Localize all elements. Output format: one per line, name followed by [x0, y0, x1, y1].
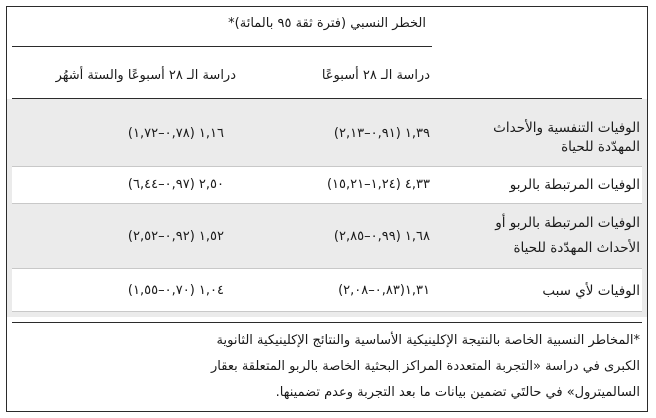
row-label-asthma-deaths: الوفيات المرتبطة بالربو [509, 177, 640, 193]
row-label-respiratory-deaths-line2: المهدّدة للحياة [561, 139, 640, 155]
row2-col1-value: ٤,٣٣ (١,٢٤–١٥,٢١) [326, 177, 430, 192]
row-label-respiratory-deaths: الوفيات التنفسية والأحداث [493, 120, 640, 136]
row3-col1-value: ١,٦٨ (٠,٩٩–٢,٨٥) [333, 229, 430, 244]
column-header-28-weeks: دراسة الـ ٢٨ أسبوعًا [321, 68, 430, 83]
footnote-line-1: *المخاطر النسبية الخاصة بالنتيجة الإكلينيكية الأساسية والنتائج الإكلينيكية الثانوية [216, 333, 640, 348]
row-label-asthma-or-life-threatening: الوفيات المرتبطة بالربو أو [495, 215, 640, 231]
row1-col2-value: ١,١٦ (٠,٧٨–١,٧٢) [127, 126, 224, 141]
footnote-divider [12, 322, 642, 323]
row-label-all-cause-deaths: الوفيات لأي سبب [542, 283, 640, 299]
row-label-asthma-or-life-threatening-line2: الأحداث المهدّدة للحياة [513, 240, 640, 256]
row1-col1-value: ١,٣٩ (٠,٩١–٢,١٣) [333, 126, 430, 141]
footnote-line-2: الكبرى في دراسة «التجربة المتعددة المراكز البحثية الخاصة بالربو المتعلقة بعقار [211, 359, 640, 374]
row3-col2-value: ١,٥٢ (٠,٩٢–٢,٥٢) [127, 229, 224, 244]
row2-col2-value: ٢,٥٠ (٠,٩٧–٦,٤٤) [127, 177, 224, 192]
column-header-28-weeks-and-6-months: دراسة الـ ٢٨ أسبوعًا والستة أشهُر [55, 68, 236, 83]
row4-col1-value: ١,٣١(٠,٨٣–٢,٠٨) [338, 283, 430, 298]
relative-risk-header: الخطر النسبي (فترة ثقة ٩٥ بالمائة)* [228, 16, 426, 31]
footnote-line-3: السالميترول» في حالتَي تضمين بيانات ما بعد التجربة وعدم تضمينها. [275, 385, 640, 400]
header-underline [12, 46, 432, 47]
row4-col2-value: ١,٠٤ (٠,٧٠–١,٥٥) [127, 283, 224, 298]
